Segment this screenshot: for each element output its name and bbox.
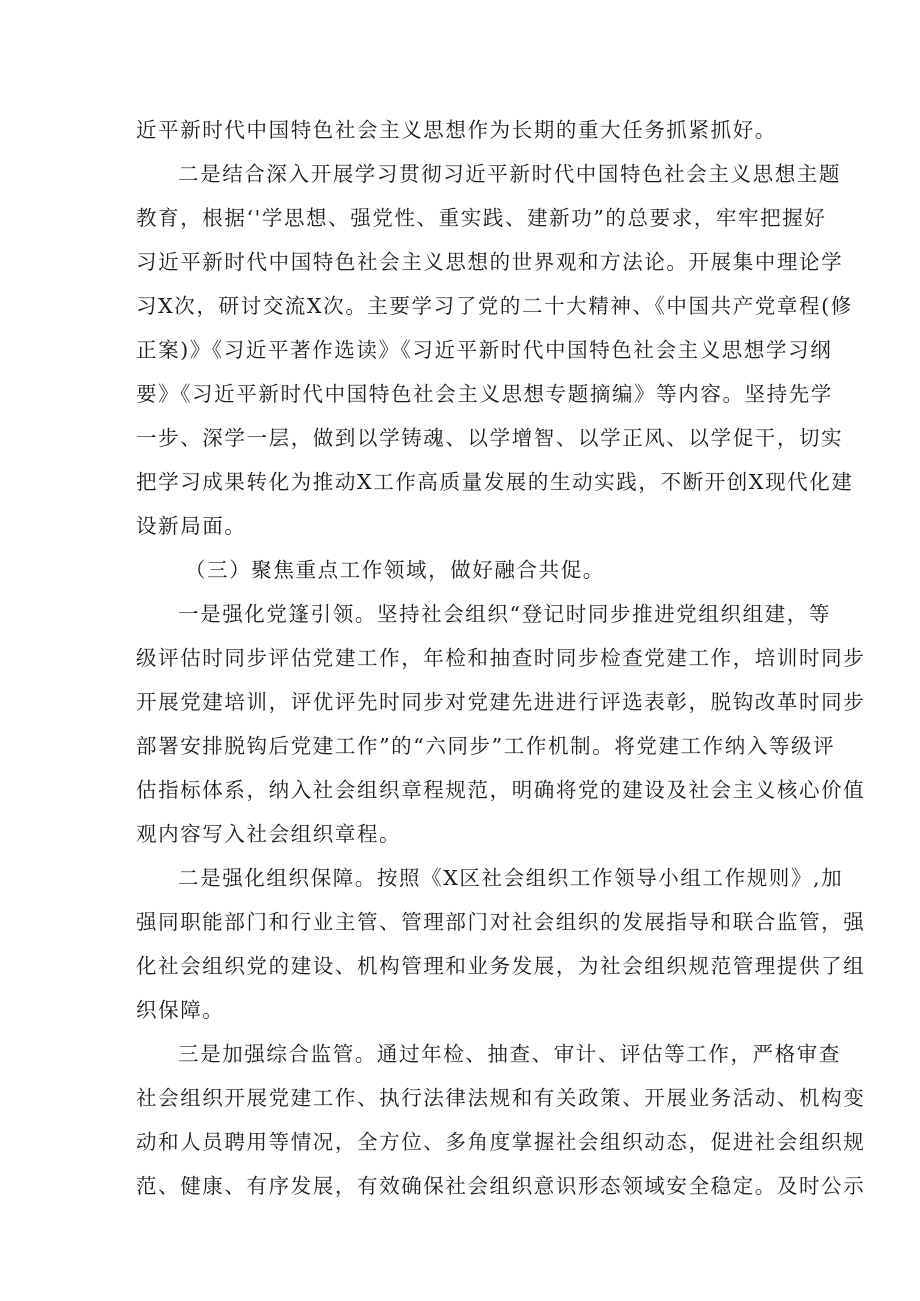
text-line: 估指标体系，纳入社会组织章程规范，明确将党的建设及社会主义核心价值 [136,778,866,802]
text-line: 化社会组织党的建设、机构管理和业务发展，为社会组织规范管理提供了组 [136,954,866,978]
text-line: 开展党建培训，评优评先时同步对党建先进进行评选表彰，脱钩改革时同步 [136,690,866,714]
text-line: 范、健康、有序发展，有效确保社会组织意识形态领域安全稳定。及时公示 [136,1174,866,1198]
text-line: 动和人员聘用等情况，全方位、多角度掌握社会组织动态，促进社会组织规 [136,1130,866,1154]
paragraph-start-line: 二是结合深入开展学习贯彻习近平新时代中国特色社会主义思想主题 [178,162,841,186]
text-line: 社会组织开展党建工作、执行法律法规和有关政策、开展业务活动、机构变 [136,1086,866,1110]
text-line: 正案)》《习近平著作选读》《习近平新时代中国特色社会主义思想学习纲 [136,338,833,362]
text-line: 一步、深学一层，做到以学铸魂、以学增智、以学正风、以学促干，切实 [136,426,844,450]
text-line: 教育，根据‘'学思想、强党性、重实践、建新功”的总要求，牢牢把握好 [136,206,827,230]
section-heading: （三）聚焦重点工作领域，做好融合共促。 [185,558,605,582]
text-line: 习X次，研讨交流X次。主要学习了党的二十大精神、《中国共产党章程(修 [136,294,853,318]
paragraph-start-line: 二是强化组织保障。按照《X区社会组织工作领导小组工作规则》,加 [178,866,844,890]
text-line: 要》《习近平新时代中国特色社会主义思想专题摘编》等内容。坚持先学 [136,382,833,406]
text-line: 设新局面。 [136,514,247,538]
text-line: 近平新时代中国特色社会主义思想作为长期的重大任务抓紧抓好。 [136,118,777,142]
text-line: 部署安排脱钩后党建工作”的“六同步”工作机制。将党建工作纳入等级评 [136,734,836,758]
paragraph-start-line: 一是强化党篷引领。坚持社会组织“登记时同步推进党组织组建，等 [178,602,831,626]
text-line: 强同职能部门和行业主管、管理部门对社会组织的发展指导和联合监管，强 [136,910,866,934]
text-line: 观内容写入社会组织章程。 [136,822,402,846]
text-line: 级评估时同步评估党建工作，年检和抽查时同步检查党建工作，培训时同步 [136,646,866,670]
text-line: 习近平新时代中国特色社会主义思想的世界观和方法论。开展集中理论学 [136,250,844,274]
text-line: 把学习成果转化为推动X工作高质量发展的生动实践，不断开创X现代化建 [136,470,854,494]
text-line: 织保障。 [136,998,225,1022]
paragraph-start-line: 三是加强综合监管。通过年检、抽查、审计、评估等工作，严格审查 [178,1042,841,1066]
